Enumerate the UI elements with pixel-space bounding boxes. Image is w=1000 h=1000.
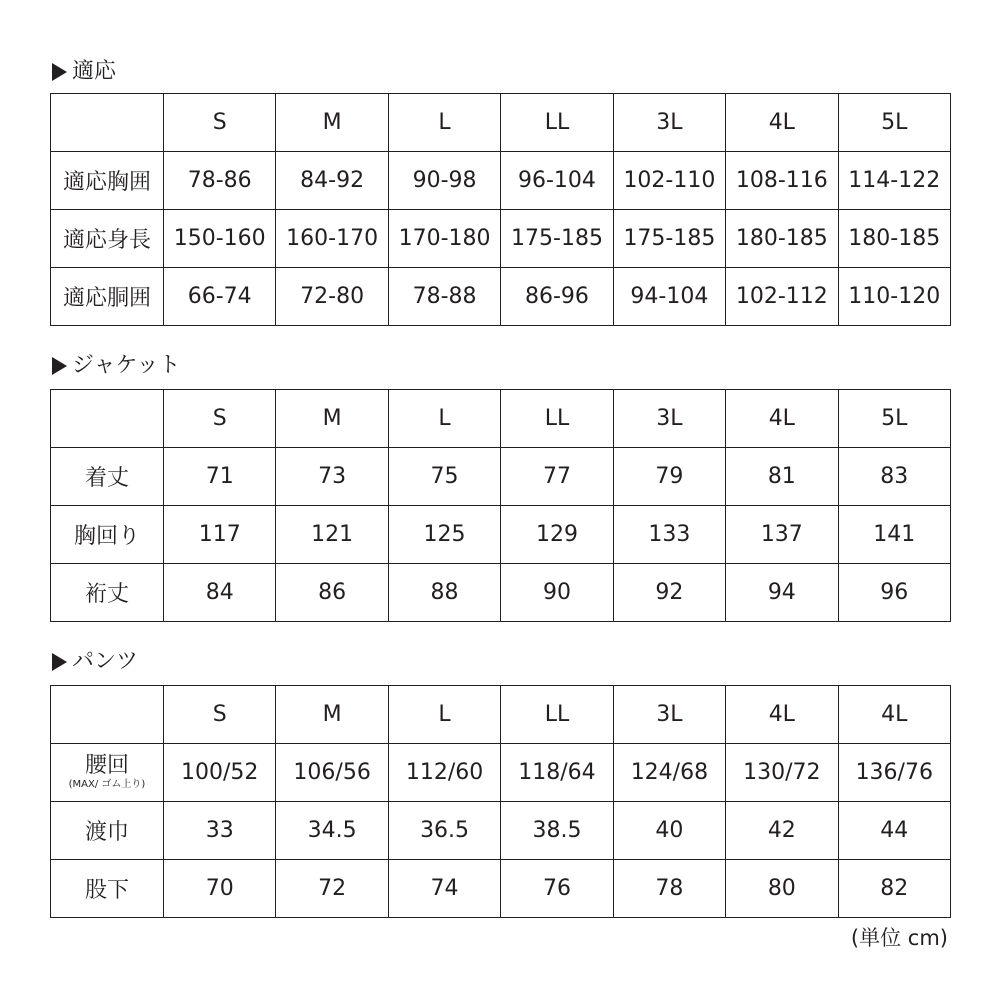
table-cell: 81 <box>726 448 838 506</box>
table-cell: 80 <box>726 860 838 918</box>
size-header: LL <box>501 686 613 744</box>
table-cell: 75 <box>388 448 500 506</box>
size-header: L <box>388 94 500 152</box>
size-header: 4L <box>838 686 950 744</box>
size-header: LL <box>501 94 613 152</box>
table-cell: 33 <box>164 802 276 860</box>
table-row <box>51 210 951 268</box>
table-cell: 125 <box>388 506 500 564</box>
row-label: 適応胴囲 <box>51 268 164 326</box>
row-label-sub: (MAX/ ゴム上り) <box>68 778 146 790</box>
table-cell: 72 <box>276 860 388 918</box>
table-cell: 82 <box>838 860 950 918</box>
table-cell: 112/60 <box>388 744 500 802</box>
row-label: 適応胸囲 <box>51 152 164 210</box>
table-cell: 180-185 <box>726 210 838 268</box>
table-cell: 94 <box>726 564 838 622</box>
table-cell: 118/64 <box>501 744 613 802</box>
table-cell: 77 <box>501 448 613 506</box>
table-cell: 136/76 <box>838 744 950 802</box>
table-cell: 102-110 <box>613 152 725 210</box>
row-label: 適応身長 <box>51 210 164 268</box>
table-cell: 160-170 <box>276 210 388 268</box>
table-cell: 137 <box>726 506 838 564</box>
table-row <box>51 152 951 210</box>
table-cell: 90 <box>501 564 613 622</box>
table-cell: 90-98 <box>388 152 500 210</box>
section-title-fit <box>52 58 116 86</box>
table-cell: 86-96 <box>501 268 613 326</box>
row-label-main: 腰回 <box>84 752 129 778</box>
size-header: L <box>388 686 500 744</box>
table-cell: 73 <box>276 448 388 506</box>
table-row <box>51 564 951 622</box>
table-row <box>51 744 951 802</box>
table-cell: 38.5 <box>501 802 613 860</box>
table-cell: 96 <box>838 564 950 622</box>
table-cell: 141 <box>838 506 950 564</box>
table-cell: 44 <box>838 802 950 860</box>
table-cell: 78-86 <box>164 152 276 210</box>
table-cell: 129 <box>501 506 613 564</box>
triangle-bullet-icon <box>52 63 67 81</box>
table-cell: 42 <box>726 802 838 860</box>
triangle-bullet-icon <box>52 653 67 671</box>
table-cell: 84-92 <box>276 152 388 210</box>
table-cell: 121 <box>276 506 388 564</box>
table-cell: 114-122 <box>838 152 950 210</box>
table-cell: 74 <box>388 860 500 918</box>
size-header: 3L <box>613 686 725 744</box>
section-title-text: 適応 <box>72 59 117 84</box>
table-cell: 66-74 <box>164 268 276 326</box>
table-cell: 72-80 <box>276 268 388 326</box>
table-cell: 36.5 <box>388 802 500 860</box>
size-header: L <box>388 390 500 448</box>
table-cell: 124/68 <box>613 744 725 802</box>
table-row <box>51 268 951 326</box>
size-header: M <box>276 390 388 448</box>
header-corner-cell <box>51 390 164 448</box>
size-header: 3L <box>613 94 725 152</box>
table-header-row <box>51 686 951 744</box>
size-header: S <box>164 390 276 448</box>
pants-size-table <box>50 685 951 918</box>
table-cell: 92 <box>613 564 725 622</box>
table-cell: 76 <box>501 860 613 918</box>
row-label: 渡巾 <box>51 802 164 860</box>
fit-size-table <box>50 93 951 326</box>
table-cell: 175-185 <box>613 210 725 268</box>
table-cell: 175-185 <box>501 210 613 268</box>
size-header: LL <box>501 390 613 448</box>
table-cell: 71 <box>164 448 276 506</box>
table-cell: 180-185 <box>838 210 950 268</box>
size-header: M <box>276 686 388 744</box>
header-corner-cell <box>51 686 164 744</box>
table-cell: 130/72 <box>726 744 838 802</box>
section-title-text: パンツ <box>72 649 139 674</box>
row-label: 着丈 <box>51 448 164 506</box>
table-cell: 78 <box>613 860 725 918</box>
table-cell: 117 <box>164 506 276 564</box>
size-header: 5L <box>838 390 950 448</box>
table-cell: 150-160 <box>164 210 276 268</box>
table-cell: 70 <box>164 860 276 918</box>
jacket-size-table <box>50 389 951 622</box>
table-header-row <box>51 94 951 152</box>
header-corner-cell <box>51 94 164 152</box>
table-cell: 79 <box>613 448 725 506</box>
triangle-bullet-icon <box>52 357 67 375</box>
size-header: M <box>276 94 388 152</box>
section-title-pants <box>52 648 138 676</box>
size-header: 4L <box>726 94 838 152</box>
size-header: 4L <box>726 390 838 448</box>
table-cell: 86 <box>276 564 388 622</box>
size-header: 5L <box>838 94 950 152</box>
table-cell: 88 <box>388 564 500 622</box>
row-label: 胸回り <box>51 506 164 564</box>
table-row <box>51 860 951 918</box>
table-cell: 78-88 <box>388 268 500 326</box>
table-cell: 40 <box>613 802 725 860</box>
table-cell: 110-120 <box>838 268 950 326</box>
table-cell: 106/56 <box>276 744 388 802</box>
unit-note: (単位 cm) <box>850 926 948 950</box>
size-header: 3L <box>613 390 725 448</box>
table-cell: 34.5 <box>276 802 388 860</box>
table-header-row <box>51 390 951 448</box>
size-header: S <box>164 94 276 152</box>
table-cell: 102-112 <box>726 268 838 326</box>
row-label: 裄丈 <box>51 564 164 622</box>
size-header: S <box>164 686 276 744</box>
table-cell: 108-116 <box>726 152 838 210</box>
table-row <box>51 802 951 860</box>
table-cell: 94-104 <box>613 268 725 326</box>
table-cell: 96-104 <box>501 152 613 210</box>
table-cell: 83 <box>838 448 950 506</box>
table-cell: 170-180 <box>388 210 500 268</box>
section-title-jacket <box>52 352 180 380</box>
table-row <box>51 448 951 506</box>
table-cell: 100/52 <box>164 744 276 802</box>
section-title-text: ジャケット <box>72 353 181 378</box>
table-cell: 133 <box>613 506 725 564</box>
table-row <box>51 506 951 564</box>
table-cell: 84 <box>164 564 276 622</box>
size-header: 4L <box>726 686 838 744</box>
row-label: 股下 <box>51 860 164 918</box>
row-label <box>51 744 164 802</box>
